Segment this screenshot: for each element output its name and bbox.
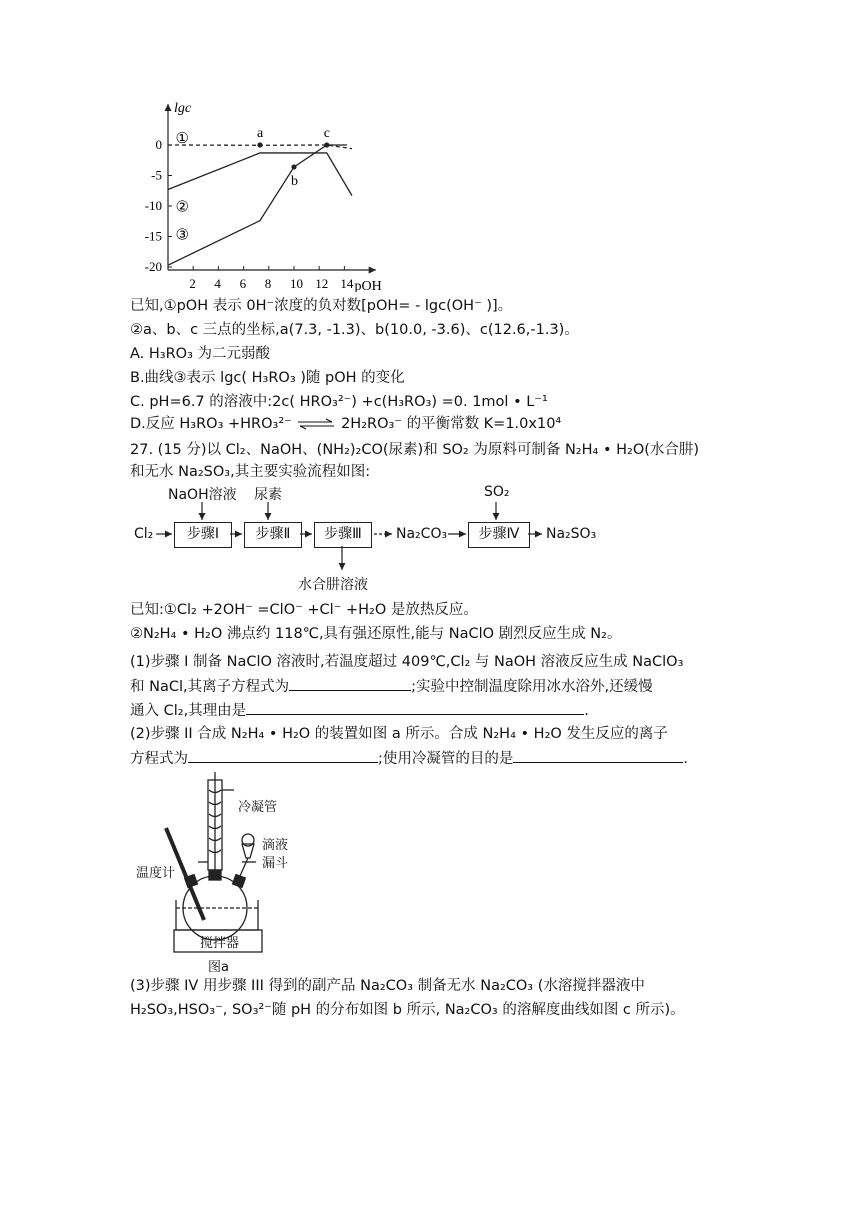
point-label-c: c: [323, 126, 330, 141]
option-c: C. pH=6.7 的溶液中:2c( HRO₃²⁻) +c(H₃RO₃) =0. 1mol • L⁻¹: [130, 394, 548, 410]
y-axis-label: lgc: [174, 101, 192, 116]
series-line-3: [168, 145, 347, 265]
q3-line-1: (3)步骤 IV 用步骤 III 得到的副产品 Na₂CO₃ 制备无水 Na₂CO₃ (水溶搅拌器液中: [130, 978, 645, 994]
funnel-label-2: 漏斗: [262, 856, 289, 871]
option-d-left: D.反应 H₃RO₃ +HRO₃²⁻: [130, 416, 292, 432]
flow-so2-label: SO₂: [484, 484, 510, 500]
known-27-2: ②N₂H₄ • H₂O 沸点约 118℃,具有强还原性,能与 NaClO 剧烈反应生成 N₂。: [130, 626, 622, 642]
series-label-2: ②: [175, 199, 190, 216]
q27-line-1: 27. (15 分)以 Cl₂、NaOH、(NH₂)₂CO(尿素)和 SO₂ 为原料可制备 N₂H₄ • H₂O(水合肼): [130, 442, 700, 458]
chart-series: [168, 131, 352, 265]
stirrer-label: 搅拌器: [200, 936, 240, 951]
known-27-1: 已知:①Cl₂ +2OH⁻ =ClO⁻ +Cl⁻ +H₂O 是放热反应。: [130, 602, 478, 618]
x-axis-label: pOH: [354, 279, 382, 292]
process-flow-diagram: [130, 478, 600, 594]
flow-hydrazine-label: 水合肼溶液: [298, 577, 368, 593]
thermometer-label: 温度计: [136, 866, 176, 881]
q1-line-3: 通入 Cl₂,其理由是 .: [130, 700, 589, 721]
q2-line-2-mid: ;使用冷凝管的目的是: [378, 751, 514, 767]
x-tick-label: 6: [239, 276, 247, 291]
condenser-label: 冷凝管: [238, 800, 278, 815]
flow-step-3: 步骤Ⅲ: [314, 522, 372, 548]
flow-na2so3-label: Na₂SO₃: [546, 526, 597, 542]
point-label-a: a: [256, 126, 264, 141]
equilibrium-arrow-icon: [296, 417, 336, 431]
flow-step-2: 步骤Ⅱ: [244, 522, 302, 548]
q3-line-2: H₂SO₃,HSO₃⁻, SO₃²⁻随 pH 的分布如图 b 所示, Na₂CO₃ 的溶解度曲线如图 c 所示)。: [130, 1002, 685, 1018]
option-a: A. H₃RO₃ 为二元弱酸: [130, 346, 271, 362]
chart-points: [257, 126, 330, 189]
known-line-1: 已知,①pOH 表示 0H⁻浓度的负对数[pOH= - lgc(OH⁻ )]。: [130, 298, 513, 314]
answer-blank-1[interactable]: [289, 676, 411, 691]
q1-line-2-tail: ;实验中控制温度除用冰水浴外,还缓慢: [411, 679, 653, 695]
apparatus-figure-a: [130, 770, 310, 975]
funnel-label-1: 滴液: [262, 838, 289, 853]
point-b: [291, 164, 296, 169]
x-tick-label: 14: [340, 276, 354, 291]
x-tick-label: 12: [315, 276, 329, 291]
flow-urea-label: 尿素: [254, 487, 282, 503]
option-d: [130, 414, 561, 434]
q1-line-2: [130, 676, 653, 697]
flow-cl2-label: Cl₂: [134, 526, 154, 542]
series-label-3: ③: [175, 227, 190, 244]
flow-arrows: [130, 478, 600, 594]
point-label-b: b: [291, 173, 298, 189]
flow-step-1: 步骤Ⅰ: [174, 522, 232, 548]
option-d-right: 2H₂RO₃⁻ 的平衡常数 K=1.0x10⁴: [341, 416, 562, 432]
y-tick-label: -10: [144, 198, 162, 213]
known-line-2: ②a、b、c 三点的坐标,a(7.3, -1.3)、b(10.0, -3.6)、c(12.6,-1.3)。: [130, 322, 579, 338]
lgc-pOH-chart: [130, 100, 410, 292]
q2-line-2-text: 方程式为: [130, 751, 188, 767]
q27-line-2: 和无水 Na₂SO₃,其主要实验流程如图:: [130, 464, 371, 480]
x-tick-label: 10: [290, 276, 303, 291]
q2-line-2: 方程式为 ;使用冷凝管的目的是 .: [130, 748, 688, 769]
point-c: [324, 142, 329, 147]
option-b: B.曲线③表示 lgc( H₃RO₃ )随 pOH 的变化: [130, 370, 405, 386]
figure-a-caption: 图a: [208, 960, 229, 975]
flow-step-4: 步骤Ⅳ: [468, 522, 530, 548]
q1-line-2-text: 和 NaCl,其离子方程式为: [130, 679, 290, 695]
answer-blank-3[interactable]: [188, 748, 378, 763]
y-tick-label: -15: [144, 228, 162, 244]
q2-line-1: (2)步骤 II 合成 N₂H₄ • H₂O 的装置如图 a 所示。合成 N₂H₄ • H₂O 发生反应的离子: [130, 726, 668, 742]
flow-na2co3-label: Na₂CO₃: [396, 526, 448, 542]
point-a: [257, 142, 262, 147]
x-tick-label: 4: [214, 276, 221, 291]
x-tick-label: 8: [264, 276, 272, 291]
answer-blank-4[interactable]: [513, 748, 683, 763]
y-tick-label: -5: [151, 167, 162, 183]
q1-line-3-text: 通入 Cl₂,其理由是: [130, 703, 247, 719]
series-line-2: [168, 153, 352, 196]
y-tick-label: 0: [155, 137, 162, 152]
flow-naoh-label: NaOH溶液: [168, 487, 237, 503]
q1-line-1: (1)步骤 I 制备 NaClO 溶液时,若温度超过 409℃,Cl₂ 与 NaOH 溶液反应生成 NaClO₃: [130, 654, 684, 670]
x-tick-label: 2: [189, 276, 196, 291]
series-label-1: ①: [175, 130, 190, 147]
answer-blank-2[interactable]: [246, 700, 584, 715]
y-tick-label: -20: [144, 259, 162, 274]
